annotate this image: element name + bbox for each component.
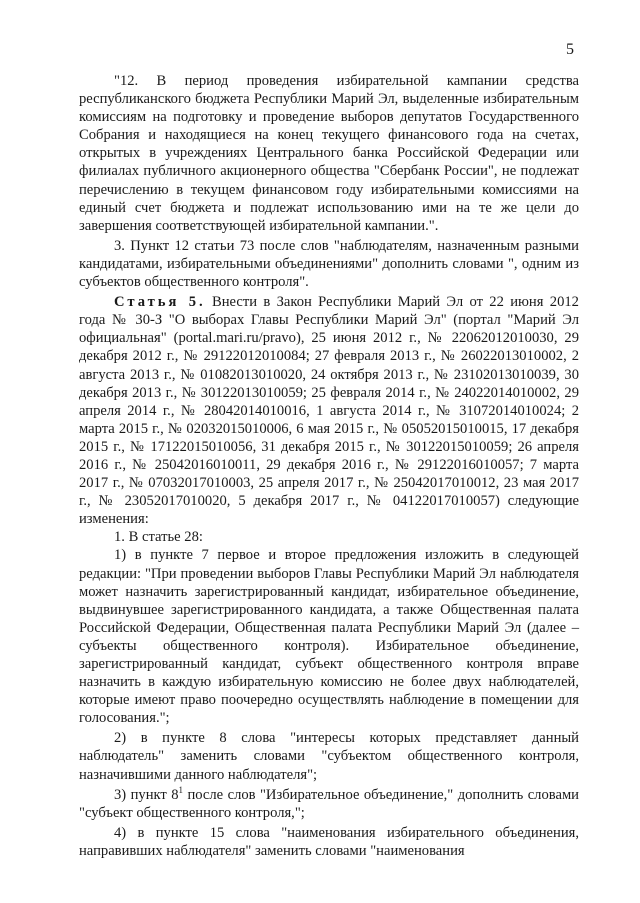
document-body [79,72,579,860]
paragraph-subitem-1: 1) в пункте 7 первое и второе предложения изложить в следующей редакции: "При проведении выборов Главы Республики Марий Эл наблюдателя может назначить зарегистрированный кандидат, избирательное объединение, выдвинувшее зарегистрированного кандидата, а также Общественная палата Российской Федерации, Общественная палата Республики Марий Эл (далее – субъекты общественного контроля). Избирательное объединение, зарегистрированный кандидат, субъект общественного контроля вправе назначить в каждую избирательную комиссию не более двух наблюдателей, которые имеют право поочередно осуществлять наблюдение в помещении для голосования."; [79,547,579,727]
article-heading: Статья 5. [114,294,206,311]
paragraph-point-12: "12. В период проведения избирательной кампании средства республиканского бюджета Республики Марий Эл, выделенные избирательным комиссиям на подготовку и проведение выборов депутатов Государственного Собрания и находящиеся на конец текущего финансового года на счетах, открытых в учреждениях Центрального банка Российской Федерации или филиалах публичного акционерного общества "Сбербанк России", не подлежат перечислению в текущем финансовом году избирательными комиссиями на единый счет бюджета и подлежат использованию ими на те же цели до завершения соответствующей избирательной кампании.". [79,73,579,234]
paragraph-article-5 [79,293,579,528]
paragraph-subitem-2: 2) в пункте 8 слова "интересы которых представляет данный наблюдатель" заменить словами "субъектом общественного контроля, назначившими данного наблюдателя"; [79,730,579,783]
subitem-3-start: 3) пункт 8 [114,786,179,803]
subitem-3-end: после слов "Избирательное объединение," дополнить словами "субъект общественного контроля,"; [79,786,579,821]
paragraph-subitem-4: 4) в пункте 15 слова "наименования избирательного объединения, направивших наблюдателя" заменить словами "наименования [79,824,579,859]
page-number: 5 [566,41,574,58]
paragraph-item-1: 1. В статье 28: [114,529,203,546]
article-5-text: Внести в Закон Республики Марий Эл от 22 июня 2012 года № 30-З "О выборах Главы Республики Марий Эл" (портал "Марий Эл официальная" (portal.mari.ru/pravo), 25 июня 2012 г., № 22062012010030, 29 декабря 2012 г., № 29122012010084; 27 февраля 2013 г., № 26022013010002, 2 августа 2013 г., № 01082013010020, 24 октября 2013 г., № 23102013010039, 30 декабря 2013 г., № 30122013010059; 25 февраля 2014 г., № 24022014010002, 29 апреля 2014 г., № 28042014010016, 1 августа 2014 г., № 31072014010024; 2 марта 2015 г., № 02032015010006, 6 мая 2015 г., № 05052015010015, 17 декабря 2015 г., № 17122015010056, 31 декабря 2015 г., № 30122015010059; 26 апреля 2016 г., № 25042016010011, 29 декабря 2016 г., № 29122016010057; 7 марта 2017 г., № 07032017010003, 25 апреля 2017 г., № 25042017010012, 23 мая 2017 г., № 23052017010020, 5 декабря 2017 г., № 04122017010057) следующие изменения: [79,294,579,528]
paragraph-subitem-3 [79,786,579,822]
paragraph-item-3: 3. Пункт 12 статьи 73 после слов "наблюдателям, назначенным разными кандидатами, избирательными объединениями" дополнить словами ", одним из субъектов общественного контроля". [79,237,579,291]
superscript-number: 1 [178,784,184,795]
